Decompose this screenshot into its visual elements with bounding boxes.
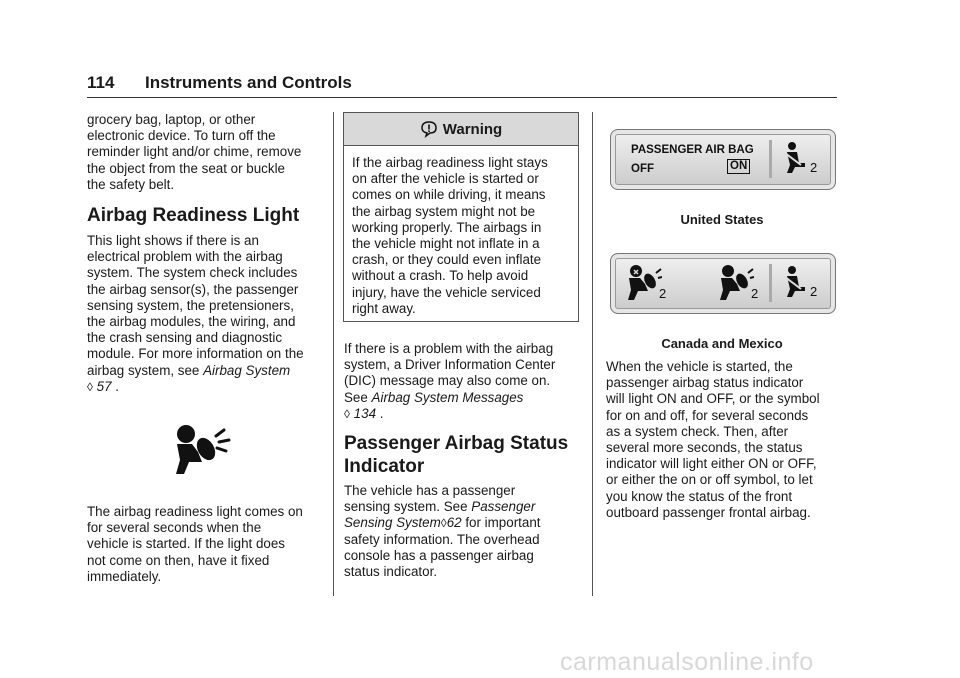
off-icon-number: 2 (659, 286, 667, 301)
column-divider-2 (592, 112, 593, 596)
page-ref-icon: ◊ (344, 406, 350, 421)
canada-caption: Canada and Mexico (661, 336, 783, 351)
airbag-readiness-icon (172, 424, 232, 476)
warning-icon (420, 120, 438, 138)
seat-number: 2 (810, 160, 818, 175)
page-ref-62[interactable]: 62 (446, 515, 462, 531)
watermark: carmanualsonline.info (560, 648, 814, 676)
us-caption: United States (680, 212, 764, 227)
warning-title: Warning (442, 120, 503, 138)
panel-divider (769, 264, 772, 302)
airbag-off-icon (626, 264, 662, 302)
airbag-readiness-paragraph: This light shows if there is an electrical problem with the airbag system. The system check includes the airbag sensor(s), the passenger sensing system, the pretensioners, the airbag modules, the wiring, and the crash sensing and diagnostic module. For more information on the airbag system, see Airbag System ◊ 57 . (87, 233, 304, 394)
passenger-sensing-paragraph: The vehicle has a passenger sensing system. See Passenger Sensing System◊62 for important safety information. The overhead console has a passenger airbag status indicator. (344, 483, 541, 580)
passenger-sensing-link-cont[interactable]: Sensing System (344, 515, 441, 531)
passenger-sensing-link[interactable]: Passenger (471, 499, 536, 515)
warning-box (343, 112, 579, 322)
panel-passenger-airbag-label: PASSENGER AIR BAG (631, 144, 754, 156)
on-icon-number: 2 (751, 286, 759, 301)
dic-paragraph: If there is a problem with the airbag system, a Driver Information Center (DIC) message may also come on. See Airbag System Messages ◊ 134 . (344, 341, 556, 421)
canada-status-panel (610, 253, 836, 314)
readiness-light-paragraph: The airbag readiness light comes on for several seconds when the vehicle is started. If the light does not come on then, have it fixed immediately. (87, 504, 303, 584)
seat-number: 2 (810, 284, 818, 299)
page-number: 114 (87, 73, 115, 92)
panel-off-label: OFF (631, 163, 654, 175)
section-title: Instruments and Controls (145, 73, 352, 92)
intro-paragraph: grocery bag, laptop, or other electronic device. To turn off the reminder light and/or chime, remove the object from the seat or buckle the safety belt. (87, 112, 302, 192)
us-status-panel (610, 129, 836, 190)
page-ref-134[interactable]: 134 (353, 405, 377, 421)
status-indicator-paragraph: When the vehicle is started, the passenger airbag status indicator will light ON and OFF, or the symbol for on and off, for several seconds as a system check. Then, after several more seconds, the status indicator will light either ON or OFF, or either the on or off symbol, to let you know the status of the front outboard passenger frontal airbag. (606, 359, 820, 520)
airbag-system-messages-link[interactable]: Airbag System Messages (371, 389, 524, 405)
passenger-seat-belt-icon (781, 141, 811, 175)
header-rule (87, 97, 837, 98)
warning-text: If the airbag readiness light stays on after the vehicle is started or comes on while driving, it means the airbag system might not be working properly. The airbags in the vehicle might not inflate in a crash, or they could even inflate without a crash. To help avoid injury, have the vehicle serviced right away. (352, 155, 548, 316)
warning-header (344, 113, 578, 146)
page-ref-icon: ◊ (87, 379, 93, 394)
panel-divider (769, 140, 772, 178)
airbag-system-link[interactable]: Airbag System (203, 362, 291, 378)
airbag-on-icon (718, 264, 754, 302)
page-ref-57[interactable]: 57 (96, 378, 112, 394)
heading-airbag-readiness: Airbag Readiness Light (87, 205, 300, 226)
passenger-seat-belt-icon (781, 265, 811, 299)
column-divider-1 (333, 112, 334, 596)
heading-passenger-airbag-status: Passenger Airbag Status Indicator (344, 433, 569, 477)
panel-on-label: ON (727, 159, 750, 174)
page-ref-icon: ◊ (440, 516, 447, 531)
